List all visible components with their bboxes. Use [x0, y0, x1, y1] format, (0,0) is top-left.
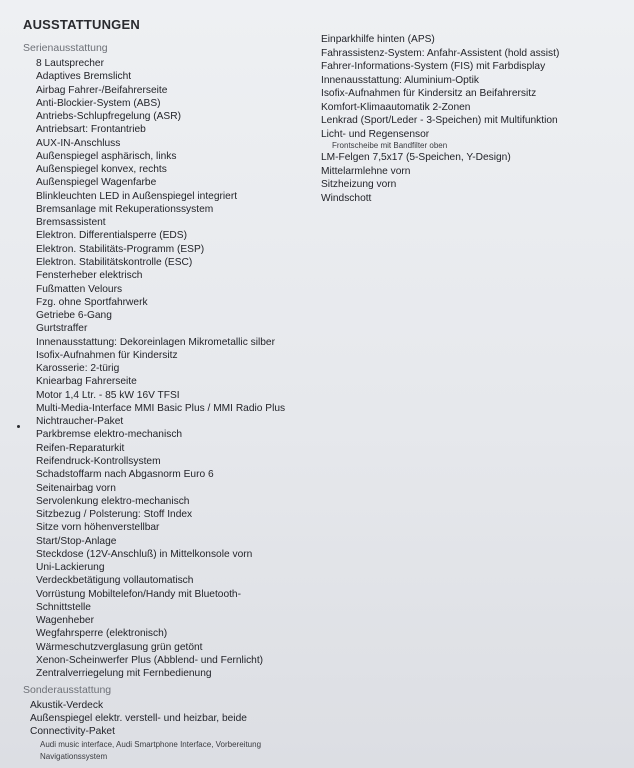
- list-item: Kniearbag Fahrerseite: [36, 376, 137, 388]
- bullet-mark: [17, 425, 20, 428]
- list-item: Uni-Lackierung: [36, 562, 105, 574]
- list-item: Antriebs-Schlupfregelung (ASR): [36, 111, 181, 123]
- list-item: Parkbremse elektro-mechanisch: [36, 429, 183, 441]
- list-item: 8 Lautsprecher: [36, 58, 104, 69]
- list-item: Reifendruck-Kontrollsystem: [36, 455, 161, 467]
- list-item: Getriebe 6-Gang: [36, 310, 112, 322]
- list-item: Akustik-Verdeck: [30, 700, 104, 711]
- list-item: Anti-Blockier-System (ABS): [36, 97, 161, 109]
- document-heading: AUSSTATTUNGEN: [23, 17, 140, 32]
- list-item: Fensterheber elektrisch: [36, 270, 143, 282]
- list-item: Außenspiegel konvex, rechts: [36, 164, 167, 176]
- standard-equipment-list-right: [321, 33, 633, 206]
- list-item: Außenspiegel elektr. verstell- und heizbar, beide: [30, 712, 247, 724]
- list-item: Frontscheibe mit Bandfilter oben: [332, 141, 448, 151]
- list-item: Fzg. ohne Sportfahrwerk: [36, 296, 148, 308]
- list-item: Antriebsart: Frontantrieb: [36, 124, 146, 136]
- list-item: LM-Felgen 7,5x17 (5-Speichen, Y-Design): [321, 152, 511, 164]
- list-item: Elektron. Stabilitäts-Programm (ESP): [36, 243, 205, 255]
- list-item: Zentralverriegelung mit Fernbedienung: [36, 668, 212, 680]
- list-item: Schnittstelle: [36, 601, 91, 613]
- list-item: Windschott: [321, 193, 372, 205]
- list-item: Sitze vorn höhenverstellbar: [36, 522, 160, 534]
- list-item: Bremsassistent: [36, 217, 106, 229]
- list-item: Nichtraucher-Paket: [36, 416, 124, 428]
- list-item: Adaptives Bremslicht: [36, 71, 132, 83]
- list-item: Motor 1,4 Ltr. - 85 kW 16V TFSI: [36, 389, 180, 401]
- list-item: Isofix-Aufnahmen für Kindersitz an Beifahrersitz: [321, 88, 537, 100]
- standard-equipment-list-left: [36, 57, 336, 680]
- list-item: Lenkrad (Sport/Leder - 3-Speichen) mit Multifunktion: [321, 115, 558, 127]
- list-item: Blinkleuchten LED in Außenspiegel integriert: [36, 190, 238, 202]
- list-item: Mittelarmlehne vorn: [321, 165, 411, 177]
- list-item: Seitenairbag vorn: [36, 482, 116, 494]
- list-item: Start/Stop-Anlage: [36, 535, 117, 547]
- list-item: Verdeckbetätigung vollautomatisch: [36, 575, 194, 587]
- list-item: Audi music interface, Audi Smartphone Interface, Vorbereitung: [40, 739, 262, 749]
- list-item: Elektron. Differentialsperre (EDS): [36, 230, 187, 242]
- list-item: Wärmeschutzverglasung grün getönt: [36, 641, 203, 653]
- list-item: Licht- und Regensensor: [321, 128, 430, 140]
- list-item: Wegfahrsperre (elektronisch): [36, 628, 168, 640]
- list-item: Navigationssystem: [40, 751, 108, 761]
- list-item: Fahrer-Informations-System (FIS) mit Farbdisplay: [321, 61, 546, 73]
- list-item: Isofix-Aufnahmen für Kindersitz: [36, 349, 178, 361]
- list-item: Sitzheizung vorn: [321, 179, 397, 191]
- list-item: Komfort-Klimaautomatik 2-Zonen: [321, 101, 471, 113]
- list-item: Innenausstattung: Aluminium-Optik: [321, 74, 479, 86]
- list-item: Airbag Fahrer-/Beifahrerseite: [36, 84, 168, 96]
- list-item: Fahrassistenz-System: Anfahr-Assistent (hold assist): [321, 47, 560, 59]
- list-item: AUX-IN-Anschluss: [36, 137, 121, 149]
- list-item: Elektron. Stabilitätskontrolle (ESC): [36, 256, 193, 268]
- list-item: Connectivity-Paket: [30, 725, 115, 737]
- list-item: Sitzbezug / Polsterung: Stoff Index: [36, 509, 193, 521]
- list-item: Multi-Media-Interface MMI Basic Plus / MMI Radio Plus: [36, 402, 286, 414]
- standard-equipment-label: Serienausstattung: [23, 42, 108, 54]
- list-item: Einparkhilfe hinten (APS): [321, 34, 435, 45]
- optional-equipment-list: [30, 700, 330, 763]
- list-item: Fußmatten Velours: [36, 283, 123, 295]
- list-item: Außenspiegel asphärisch, links: [36, 150, 177, 162]
- list-item: Vorrüstung Mobiltelefon/Handy mit Bluetooth-: [36, 588, 241, 600]
- list-item: Bremsanlage mit Rekuperationssystem: [36, 203, 214, 215]
- list-item: Innenausstattung: Dekoreinlagen Mikrometallic silber: [36, 336, 275, 348]
- list-item: Gurtstraffer: [36, 323, 88, 335]
- optional-equipment-label: Sonderausstattung: [23, 684, 112, 696]
- list-item: Reifen-Reparaturkit: [36, 442, 125, 454]
- list-item: Außenspiegel Wagenfarbe: [36, 177, 157, 189]
- list-item: Steckdose (12V-Anschluß) in Mittelkonsole vorn: [36, 548, 253, 560]
- list-item: Servolenkung elektro-mechanisch: [36, 495, 190, 507]
- list-item: Karosserie: 2-türig: [36, 363, 120, 375]
- list-item: Schadstoffarm nach Abgasnorm Euro 6: [36, 469, 214, 481]
- list-item: Wagenheber: [36, 615, 94, 627]
- list-item: Xenon-Scheinwerfer Plus (Abblend- und Fernlicht): [36, 654, 264, 666]
